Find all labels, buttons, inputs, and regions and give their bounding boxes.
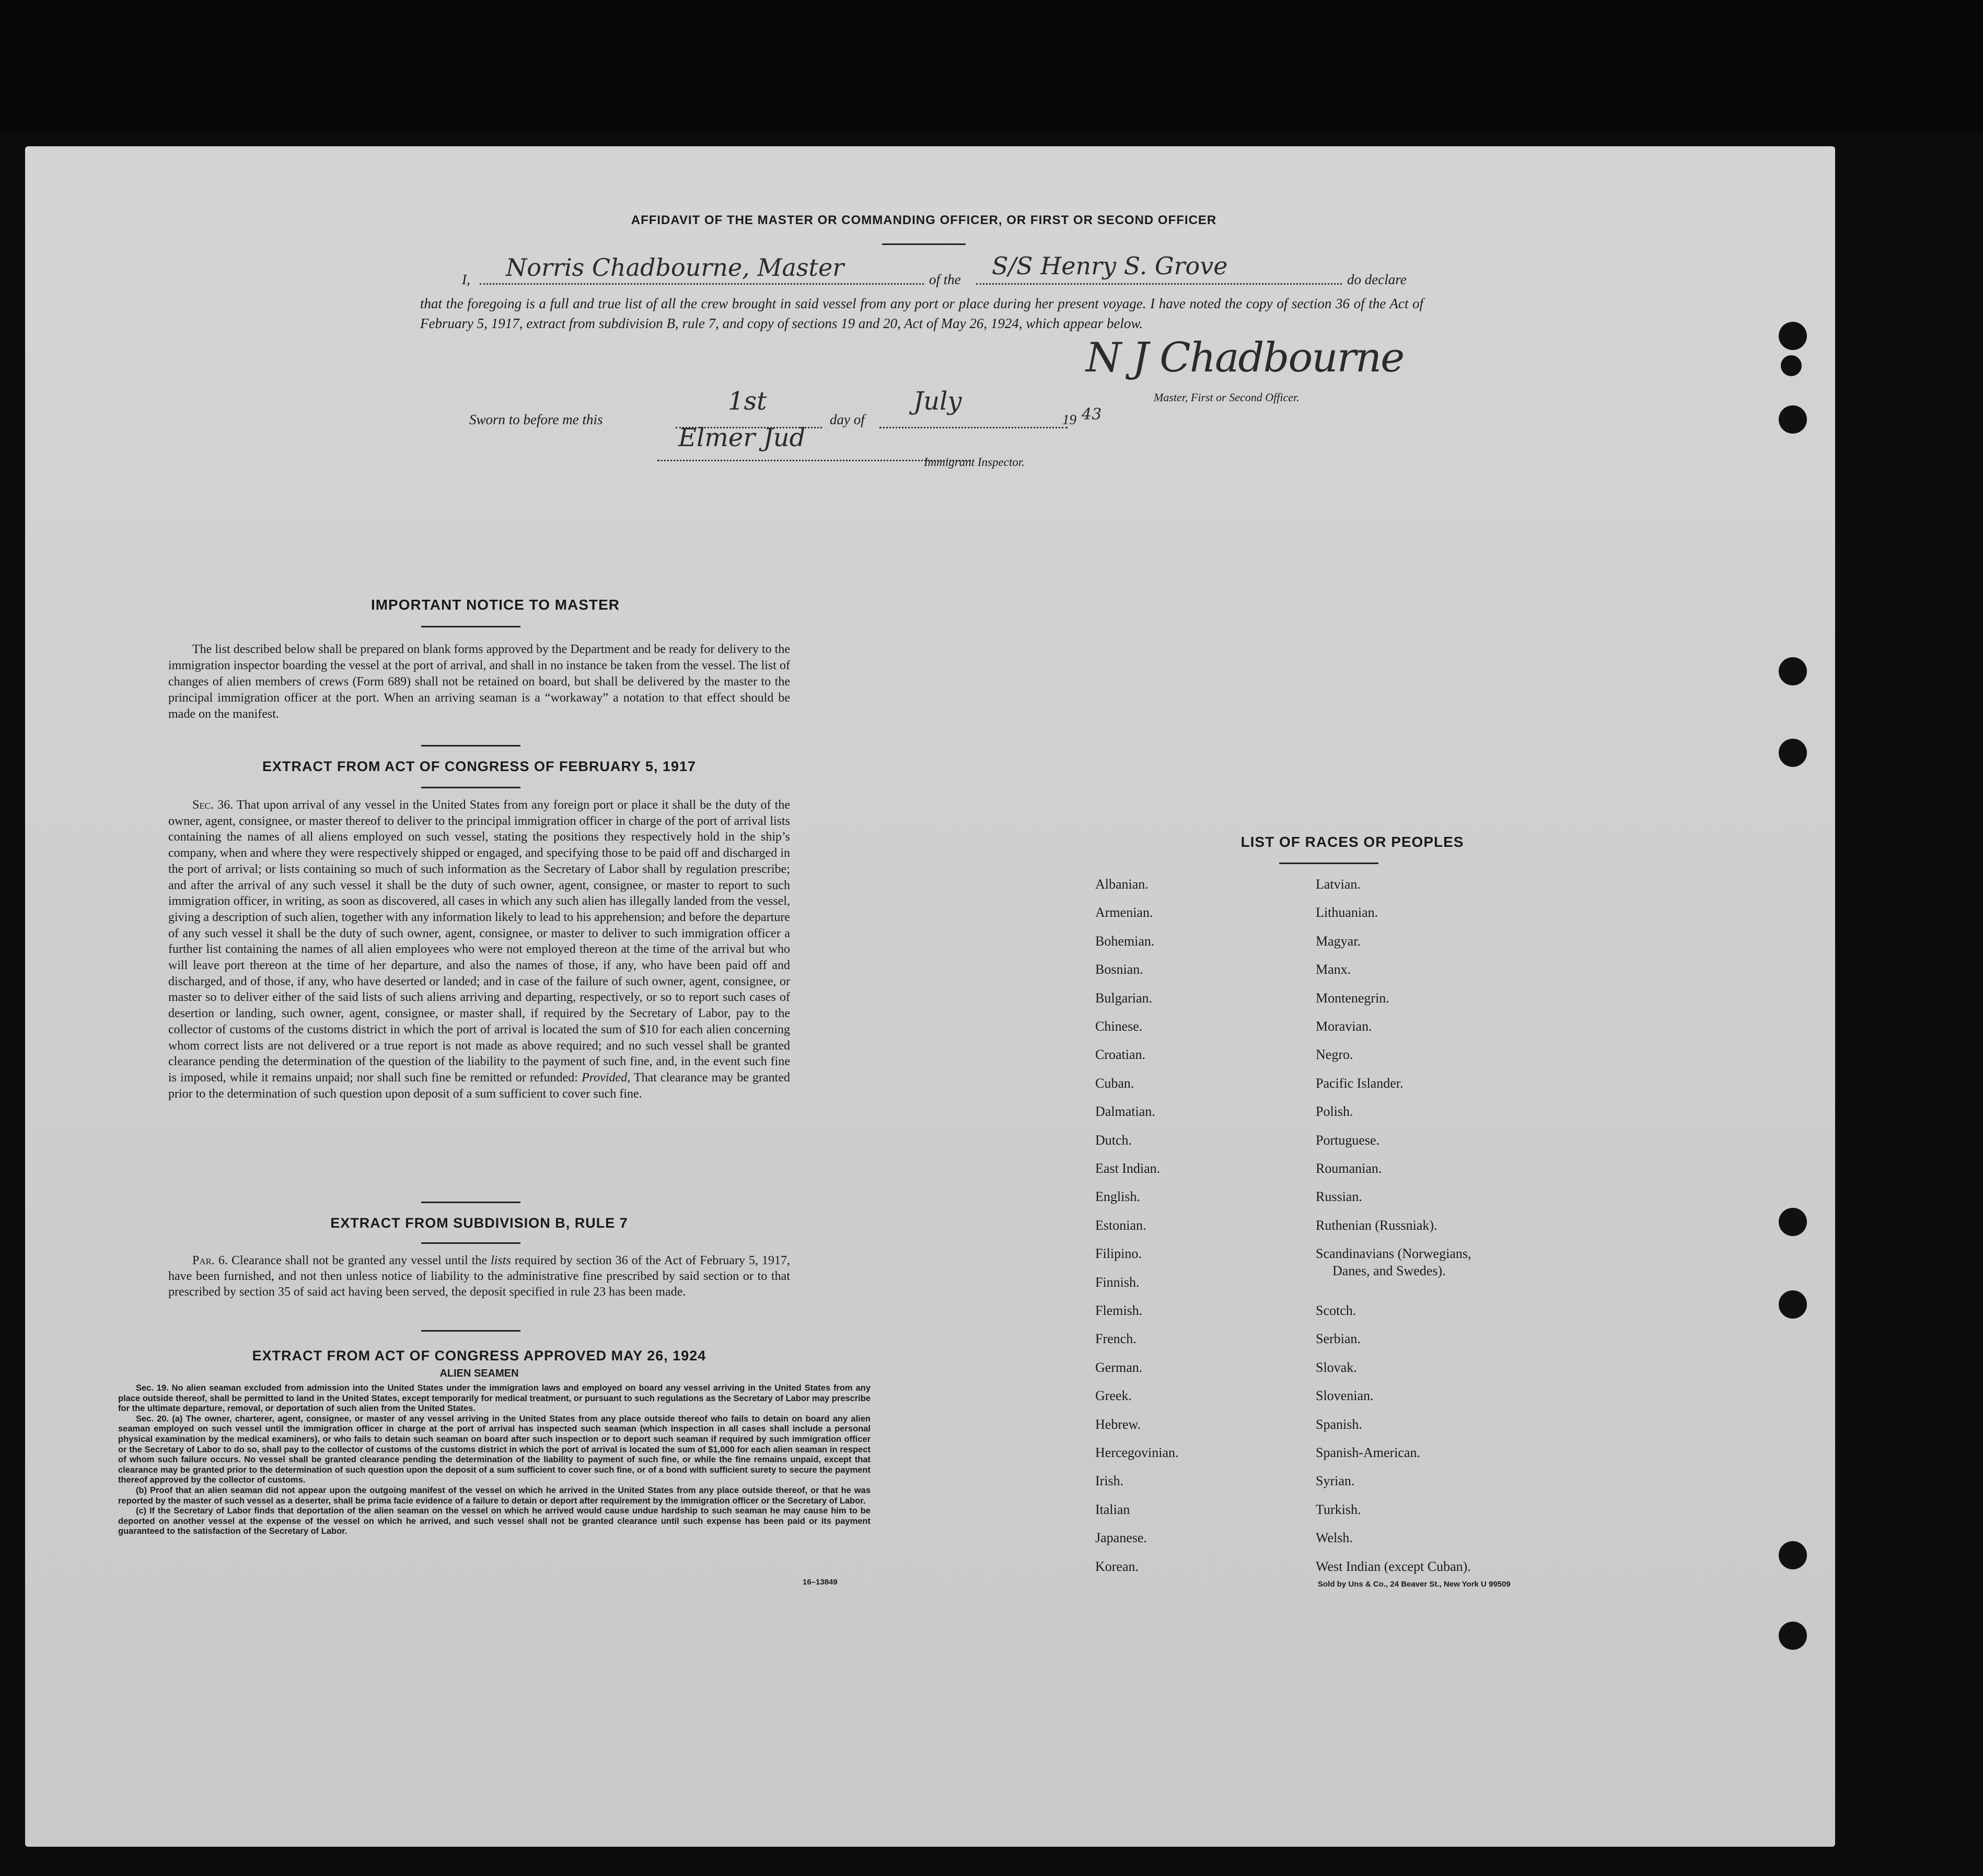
punch-hole: [1779, 1622, 1807, 1650]
race-item: Turkish.: [1316, 1501, 1361, 1517]
races-title: LIST OF RACES OR PEOPLES: [1240, 834, 1464, 850]
inspector-signature: Elmer Jud: [678, 423, 806, 452]
race-item: Manx.: [1316, 962, 1351, 977]
extract-1924-title: EXTRACT FROM ACT OF CONGRESS APPROVED MAY 26, 1924: [252, 1348, 706, 1364]
race-item: Irish.: [1095, 1473, 1124, 1489]
provided-label: Provided,: [582, 1070, 631, 1085]
race-item: Pacific Islander.: [1316, 1075, 1404, 1091]
race-item: Roumanian.: [1316, 1161, 1382, 1176]
race-item: East Indian.: [1095, 1161, 1161, 1176]
race-item: Scotch.: [1316, 1303, 1356, 1318]
form-number: 16–13849: [803, 1578, 838, 1587]
race-item: Slovak.: [1316, 1359, 1357, 1375]
race-item: Moravian.: [1316, 1019, 1372, 1034]
notice-title: IMPORTANT NOTICE TO MASTER: [370, 597, 620, 613]
race-item: Negro.: [1316, 1047, 1353, 1063]
sworn-prefix: Sworn to before me this: [469, 412, 603, 427]
race-item: Polish.: [1316, 1104, 1353, 1120]
sec36-label: Sec. 36.: [192, 798, 234, 812]
extract-1917-title: EXTRACT FROM ACT OF CONGRESS OF FEBRUARY 5, 1917: [262, 759, 697, 774]
race-item: Bohemian.: [1095, 933, 1155, 949]
race-item: Hebrew.: [1095, 1416, 1141, 1432]
punch-hole: [1779, 322, 1807, 350]
master-name-handwritten: Norris Chadbourne, Master: [506, 253, 844, 282]
race-item: Armenian.: [1095, 905, 1153, 920]
year-prefix: 19: [1062, 412, 1076, 427]
sec20a-text: Sec. 20. (a) The owner, charterer, agent, consignee, or master of any vessel arriving in the United States from any place outside thereof who fails to detain on board any alien seaman employed on such vessel until the immigration officer in charge at the port of arrival has inspected such seaman (which inspection in all cases shall include a personal physical examination by the medical examiners), or who fails to detain such seaman on board after such inspection or to deport such seaman if required by such immigration officer or the Secretary of Labor to do so, shall pay to the collector of customs of the customs district in which the port of arrival is located the sum of $1,000 for each alien seaman in respect of whom such failure occurs. No vessel shall be granted clearance pending the determination of the liability to payment of such fine, or while the fine remains unpaid, except that clearance may be granted prior to the determination of such question upon the deposit of a sum sufficient to cover such fine, or of a bond with sufficient surety to secure the payment thereof approved by the collector of customs.: [118, 1414, 871, 1485]
divider: [882, 243, 966, 245]
race-item: Ruthenian (Russniak).: [1316, 1217, 1437, 1233]
race-item: Slovenian.: [1316, 1388, 1374, 1404]
race-item: Serbian.: [1316, 1331, 1361, 1347]
race-item: Japanese.: [1095, 1530, 1147, 1546]
extract-1917-body: [168, 797, 790, 1102]
scanner-background: [0, 0, 1983, 131]
manifest-page: [25, 146, 1835, 1847]
do-declare-label: do declare: [1347, 272, 1407, 287]
race-item: Estonian.: [1095, 1217, 1146, 1233]
punch-hole: [1779, 657, 1807, 685]
race-item: Portuguese.: [1316, 1132, 1380, 1148]
race-item: Flemish.: [1095, 1303, 1143, 1318]
sworn-month-handwritten: July: [913, 387, 962, 416]
provided-text: That clearance may be granted prior to the determination of such question upon deposit of a sum sufficient to cover such fine.: [168, 1070, 790, 1101]
race-item: Albanian.: [1095, 877, 1149, 892]
race-item: Korean.: [1095, 1558, 1139, 1574]
race-item: Croatian.: [1095, 1047, 1146, 1063]
race-item: Cuban.: [1095, 1075, 1134, 1091]
race-item: Lithuanian.: [1316, 905, 1378, 920]
punch-hole: [1779, 1290, 1807, 1319]
punch-hole: [1779, 1208, 1807, 1236]
race-item: Syrian.: [1316, 1473, 1355, 1489]
race-item: Magyar.: [1316, 933, 1361, 949]
race-item: Latvian.: [1316, 877, 1361, 892]
race-item: Chinese.: [1095, 1019, 1143, 1034]
race-item: Spanish-American.: [1316, 1445, 1421, 1460]
race-item: Dutch.: [1095, 1132, 1132, 1148]
sec19-text: Sec. 19. No alien seaman excluded from admission into the United States under the immigration laws and employed on board any vessel arriving in the United States from any place outside thereof, shall be permitted to land in the United States, except temporarily for medical treatment, or pursuant to such regulations as the Secretary of Labor may prescribe for the ultimate departure, removal, or deportation of such alien from the United States.: [118, 1383, 871, 1414]
race-item: Russian.: [1316, 1189, 1362, 1205]
sec20c-text: (c) If the Secretary of Labor finds that deportation of the alien seaman on the vessel on which he arrived would cause undue hardship to such seaman he may cause him to be deported on another vessel at the expense of the vessel on which he arrived, and such vessel shall not be granted clearance until such expense has been paid or its payment guaranteed to the satisfaction of the Secretary of Labor.: [118, 1506, 871, 1536]
sec20b-text: (b) Proof that an alien seaman did not appear upon the outgoing manifest of the vessel on which he arrived in the United States from any place outside thereof, or that he was reported by the master of such vessel as a deserter, shall be prima facie evidence of a failure to detain or deport after requirement by the immigration officer or the Secretary of Labor.: [118, 1485, 871, 1506]
race-item: French.: [1095, 1331, 1137, 1347]
race-item: German.: [1095, 1359, 1143, 1375]
extract-1924-body: [118, 1383, 871, 1537]
vessel-name-handwritten: S/S Henry S. Grove: [992, 252, 1228, 280]
race-item: Welsh.: [1316, 1530, 1353, 1546]
race-item: Montenegrin.: [1316, 990, 1389, 1006]
day-of-label: day of: [830, 412, 865, 427]
affidavit-i-label: I,: [462, 272, 470, 287]
race-item: Filipino.: [1095, 1246, 1142, 1262]
race-item: West Indian (except Cuban).: [1316, 1558, 1471, 1574]
race-item: English.: [1095, 1189, 1140, 1205]
punch-hole: [1779, 405, 1807, 434]
race-scandinavians-line2: Danes, and Swedes).: [1332, 1263, 1446, 1278]
race-item: Hercegovinian.: [1095, 1445, 1179, 1460]
inspector-caption: Immigrant Inspector.: [924, 456, 1025, 469]
punch-hole: [1779, 739, 1807, 767]
race-item: Dalmatian.: [1095, 1104, 1155, 1120]
printer-imprint: Sold by Uns & Co., 24 Beaver St., New York U 99509: [1318, 1580, 1511, 1589]
rule7-lists-word: lists: [491, 1254, 511, 1267]
of-the-label: of the: [929, 272, 961, 287]
punch-hole: [1781, 355, 1802, 376]
punch-hole: [1779, 1541, 1807, 1569]
race-item: Italian: [1095, 1501, 1130, 1517]
year-handwritten: 43: [1082, 405, 1102, 424]
rule7-text-a: Clearance shall not be granted any vessel until the: [231, 1254, 488, 1267]
race-item: Spanish.: [1316, 1416, 1362, 1432]
rule7-title: EXTRACT FROM SUBDIVISION B, RULE 7: [330, 1215, 628, 1231]
notice-body: The list described below shall be prepared on blank forms approved by the Department and be ready for delivery to the immigration inspector boarding the vessel at the port of arrival, and shall in no instance be taken from the vessel. The list of changes of alien members of crews (Form 689) shall not be retained on board, but shall be delivered by the master to the principal immigration officer at the port. When an arriving seaman is a “workaway” a notation to that effect should be made on the manifest.: [168, 643, 790, 721]
race-item: Bosnian.: [1095, 962, 1143, 977]
race-item: Greek.: [1095, 1388, 1132, 1404]
race-item: Finnish.: [1095, 1274, 1140, 1290]
extract-1924-subtitle: ALIEN SEAMEN: [439, 1368, 519, 1379]
rule7-text-b: required by section 36 of the Act of February 5, 1917, have been furnished, and not then unless notice of liability to the administrative fine prescribed by said section or to that prescribed by section 35 of said act having been served, the deposit specified in rule 23 has been made.: [168, 1254, 790, 1299]
affidavit-title: AFFIDAVIT OF THE MASTER OR COMMANDING OFFICER, OR FIRST OR SECOND OFFICER: [631, 213, 1217, 227]
master-signature: N J Chadbourne: [1086, 334, 1404, 381]
affidavit-body: that the foregoing is a full and true list of all the crew brought in said vessel from any port or place during her present voyage. I have noted the copy of section 36 of the Act of February 5, 1917, extract from subdivision B, rule 7, and copy of sections 19 and 20, Act of May 26, 1924, which appear below.: [420, 296, 1423, 331]
sec36-text: That upon arrival of any vessel in the United States from any foreign port or place it shall be the duty of the owner, agent, consignee, or master thereof to deliver to the principal immigration officer in charge of the port of arrival lists containing the names of all aliens employed on such vessel, stating the positions they respectively hold in the ship’s company, when and where they were respectively shipped or engaged, and specifying those to be paid off and discharged in the port of arrival; or lists containing so much of such information as the Secretary of Labor shall by regulation prescribe; and after the arrival of any such vessel it shall be the duty of such owner, agent, consignee, or master to report to such immigration officer, in writing, as soon as discovered, all cases in which any such alien has illegally landed from the vessel, giving a description of such alien, together with any information likely to lead to his apprehension; and before the departure of any such vessel it shall be the duty of such owner, agent, consignee, or master to deliver to such immigration officer a further list containing the names of all alien employees who were not employed thereon at the time of the arrival but who will leave port thereon at the time of her departure, and also the names of those, if any, who have been paid off and discharged, and of those, if any, who have deserted or landed; and in case of the failure of such owner, agent, consignee, or master so to deliver either of the said lists of such aliens arriving and departing, respectively, or so to report such cases of desertion or landing, such owner, agent, consignee, or master shall, if required by the Secretary of Labor, pay to the collector of customs of the customs district in which the port of arrival is located the sum of $10 for each alien concerning whom correct lists are not delivered or a true report is not made as above required; and no such vessel shall be granted clearance pending the determination of the question of the liability to the payment of such fine, and, in the event such fine is imposed, while it remains unpaid; nor shall such fine be remitted or refunded:: [168, 798, 790, 1085]
race-item: Bulgarian.: [1095, 990, 1153, 1006]
rule7-body: [168, 1253, 790, 1300]
sworn-day-handwritten: 1st: [728, 387, 767, 416]
signature-caption: Master, First or Second Officer.: [1154, 391, 1300, 404]
par6-label: Par. 6.: [192, 1254, 228, 1267]
race-item: Scandinavians (Norwegians,: [1316, 1246, 1471, 1262]
